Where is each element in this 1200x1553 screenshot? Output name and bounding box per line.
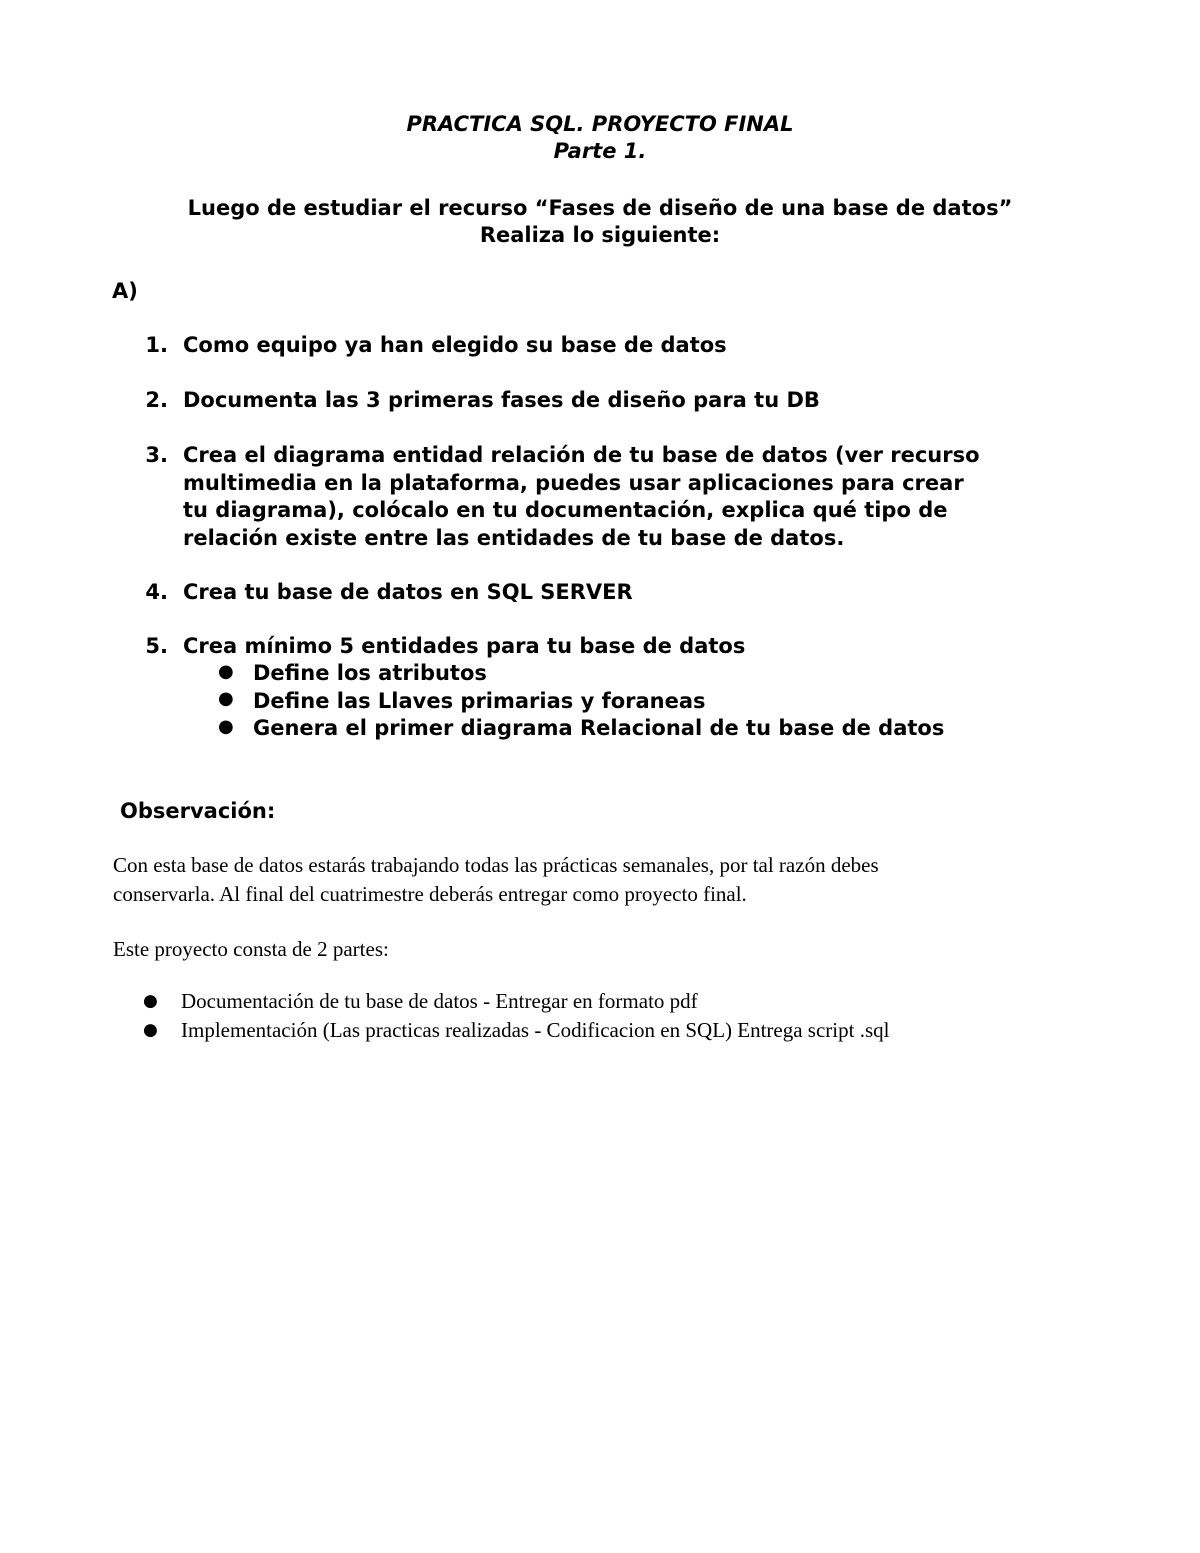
bullet-icon: ● — [143, 991, 158, 1011]
parts-list-text: Documentación de tu base de datos - Entregar en formato pdf — [181, 989, 698, 1013]
list-item-number: 5. — [145, 634, 168, 658]
bullet-icon: ● — [218, 661, 234, 682]
list-item-text: Crea mínimo 5 entidades para tu base de datos — [183, 634, 746, 658]
document-part: Parte 1. — [553, 139, 647, 163]
list-item-text-line: relación existe entre las entidades de tu base de datos. — [183, 525, 845, 550]
list-item-text: Documenta las 3 primeras fases de diseño para tu DB — [183, 388, 820, 412]
intro-line-2: Realiza lo siguiente: — [479, 223, 721, 247]
bullet-icon: ● — [143, 1020, 158, 1040]
section-label: A) — [112, 279, 138, 303]
document-title: PRACTICA SQL. PROYECTO FINAL — [406, 112, 794, 136]
observation-paragraph-line-2: conservarla. Al final del cuatrimestre deberás entregar como proyecto final. — [113, 882, 747, 906]
observation-paragraph-line-1: Con esta base de datos estarás trabajando todas las prácticas semanales, por tal razón debes — [113, 853, 879, 877]
sub-bullet-text: Define las Llaves primarias y foraneas — [253, 689, 706, 713]
bullet-icon: ● — [218, 716, 234, 737]
parts-list-text: Implementación (Las practicas realizadas - Codificacion en SQL) Entrega script .sql — [181, 1018, 890, 1042]
observation-heading: Observación: — [120, 799, 276, 823]
list-item-number: 3. — [145, 443, 168, 467]
sub-bullet-text: Genera el primer diagrama Relacional de tu base de datos — [253, 716, 945, 740]
parts-intro: Este proyecto consta de 2 partes: — [113, 937, 389, 961]
list-item-number: 1. — [145, 333, 168, 357]
intro-line-1: Luego de estudiar el recurso “Fases de diseño de una base de datos” — [187, 196, 1013, 220]
bullet-icon: ● — [218, 688, 234, 709]
sub-bullet-text: Define los atributos — [253, 661, 487, 685]
list-item-text: Como equipo ya han elegido su base de datos — [183, 333, 727, 357]
list-item-text: Crea tu base de datos en SQL SERVER — [183, 580, 633, 604]
list-item-text-line: Crea el diagrama entidad relación de tu base de datos (ver recurso — [183, 443, 980, 467]
list-item-text-line: tu diagrama), colócalo en tu documentación, explica qué tipo de — [183, 498, 948, 522]
list-item-number: 4. — [145, 580, 168, 604]
list-item-number: 2. — [145, 388, 168, 412]
list-item-text-line: multimedia en la plataforma, puedes usar aplicaciones para crear — [183, 470, 964, 495]
